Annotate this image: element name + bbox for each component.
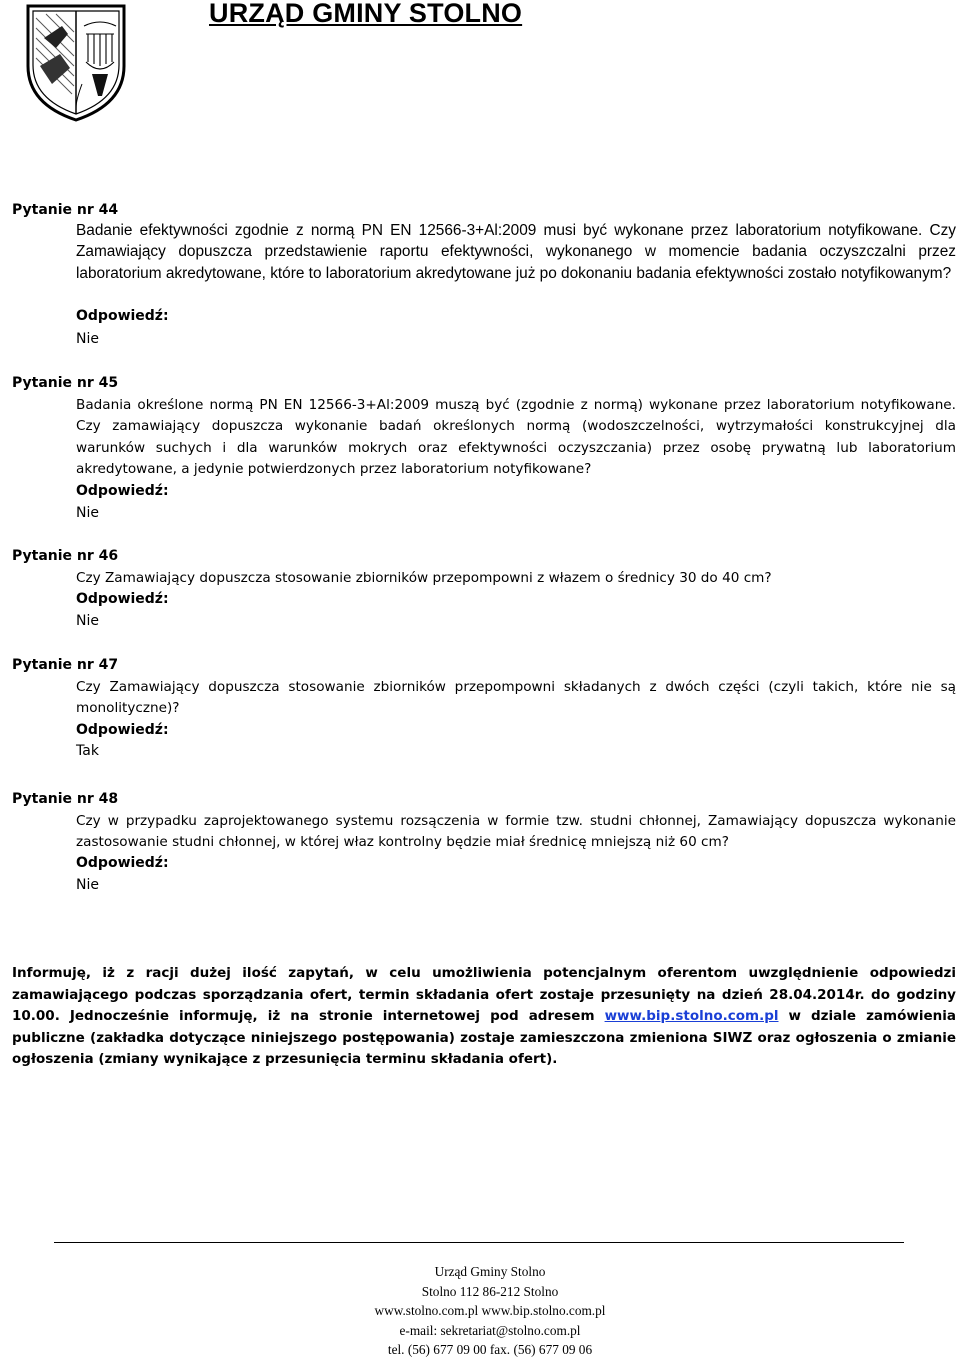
footer-divider [54, 1242, 904, 1243]
question-44-body: Badanie efektywności zgodnie z normą PN EN 12566-3+Al:2009 musi być wykonane przez laboratorium notyfikowane. Czy Zamawiający dopuszcza przedstawienie raportu efektywności, wykonanego w momencie badania oczyszczalni przez laboratorium akredytowane, które to laboratorium akredytowane już po dokonaniu badania efektywności zostało notyfikowanym? [76, 222, 956, 282]
footer-office-name: Urząd Gminy Stolno [434, 1264, 546, 1279]
bip-link[interactable]: www.bip.stolno.com.pl [604, 1008, 779, 1025]
question-44-answer: Nie [76, 331, 99, 347]
question-45-answer: Nie [76, 505, 99, 521]
footer-address: Stolno 112 86-212 Stolno [421, 1283, 559, 1299]
question-47-body: Czy Zamawiający dopuszcza stosowanie zbiorników przepompowni składanych z dwóch części (czyli takich, które nie są monolityczne)? [76, 679, 956, 717]
footer [280, 1262, 700, 1360]
question-46-title: Pytanie nr 46 [12, 548, 119, 564]
footer-phone-fax: tel. (56) 677 09 00 fax. (56) 677 09 06 [387, 1342, 593, 1357]
question-46-body: Czy Zamawiający dopuszcza stosowanie zbiorników przepompowni z włazem o średnicy 30 do 40 cm? [76, 570, 772, 586]
notice-text-end: w dziale zamówienia publiczne (zakładka dotyczące niniejszego postępowania) zostaje zamieszczona zmieniona SIWZ oraz ogłoszenia o zmianie ogłoszenia (zmiany wynikające z przesunięcia terminu składania ofert). [12, 1008, 956, 1068]
question-48-title: Pytanie nr 48 [12, 791, 119, 807]
office-title: URZĄD GMINY STOLNO [209, 0, 523, 28]
question-44-title: Pytanie nr 44 [12, 202, 119, 218]
footer-websites: www.stolno.com.pl www.bip.stolno.com.pl [374, 1303, 606, 1318]
question-48-answer: Nie [76, 877, 99, 893]
deadline-notice [12, 963, 956, 1071]
notice-text-start: Informuję, iż z racji dużej ilość zapytań, w celu umożliwienia potencjalnym oferentom uwzględnienie odpowiedzi zamawiającego podczas sporządzania ofert, termin składania ofert zostaje przesunięty na dzień 28.04.2014r. do godziny 10.00. Jednocześnie informuję, iż na stronie internetowej pod adresem [12, 965, 956, 1025]
question-48-answer-label: Odpowiedź: [76, 855, 169, 871]
question-46-answer: Nie [76, 613, 99, 629]
question-47-answer-label: Odpowiedź: [76, 722, 169, 738]
coat-of-arms-icon [22, 4, 130, 122]
question-45-body: Badania określone normą PN EN 12566-3+Al:2009 muszą być (zgodnie z normą) wykonane przez laboratorium notyfikowane. Czy zamawiający dopuszcza wykonanie badań określonych normą (wodoszczelności, wytrzymałości konstrukcyjnej dla warunków suchych i dla warunków mokrych oraz efektywności oczyszczania) przez osobę prywatną lub laboratorium akredytowane, a jedynie potwierdzonych przez laboratorium notyfikowane? [76, 397, 956, 477]
question-44-answer-label: Odpowiedź: [76, 308, 169, 324]
question-48-body: Czy w przypadku zaprojektowanego systemu rozsączenia w formie tzw. studni chłonnej, Zamawiający dopuszcza wykonanie zastosowanie studni chłonnej, w której właz kontrolny będzie miał średnicę mniejszą niż 60 cm? [76, 813, 956, 851]
question-47-answer: Tak [76, 743, 99, 759]
question-47-title: Pytanie nr 47 [12, 657, 119, 673]
question-46-answer-label: Odpowiedź: [76, 591, 169, 607]
question-45-title: Pytanie nr 45 [12, 375, 119, 391]
footer-email: e-mail: sekretariat@stolno.com.pl [399, 1322, 581, 1338]
question-45-answer-label: Odpowiedź: [76, 483, 169, 499]
